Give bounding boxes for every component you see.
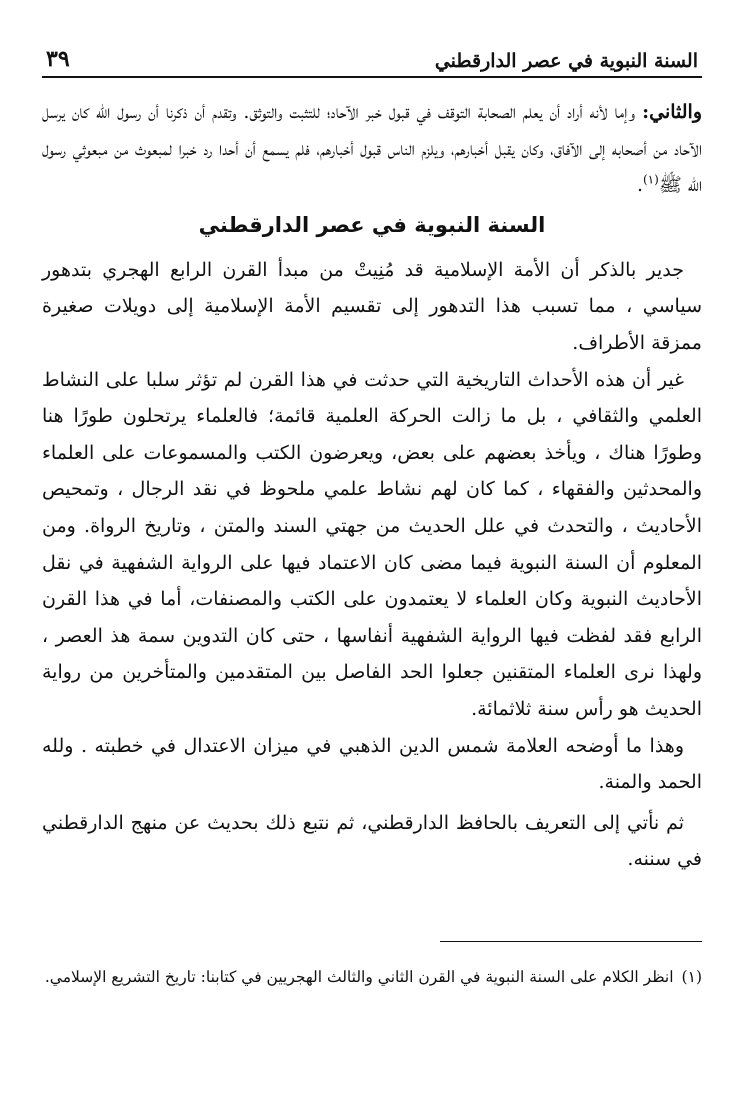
footnote [42,961,702,993]
running-title: السنة النبوية في عصر الدارقطني [434,50,698,72]
paragraph-2: غير أن هذه الأحداث التاريخية التي حدثت في هذا القرن لم تؤثر سلبا على النشاط العلمي والثقافي ، بل ما زالت الحركة العلمية قائمة؛ فالعلماء يرتحلون طورًا هنا وطورًا هناك ، ويأخذ بعضهم على بعض، ويعرضون الكتب والمسموعات على العلماء والمحدثين والفقهاء ، كما كان لهم نشاط علمي ملحوظ في نقد الرجال ، وتمحيص الأحاديث ، والتحدث في علل الحديث من جهتي السند والمتن ، وتاريخ الرواة. ومن المعلوم أن السنة النبوية فيما مضى كان الاعتماد فيها على الرواية الشفهية في نقل الأحاديث النبوية وكان العلماء لا يعتمدون على الكتب والمصنفات، أما في هذا القرن الرابع فقد لفظت فيها الرواية الشفهية أنفاسها ، حتى كان التدوين سمة هذ العصر ، ولهذا نرى العلماء المتقنين جعلوا الحد الفاصل بين المتقدمين والمتأخرين من رواية الحديث هو رأس سنة ثلاثمائة. [42,368,702,720]
paragraph-3: وهذا ما أوضحه العلامة شمس الدين الذهبي في ميزان الاعتدال في خطبته . ولله الحمد والمنة. [42,734,702,794]
intro-end: . [636,174,643,197]
paragraph-1: جدير بالذكر أن الأمة الإسلامية قد مُنِيتْ من مبدأ القرن الرابع الهجري بتدهور سياسي ، مما تسبب هذا التدهور إلى تقسيم الأمة الإسلامية إلى دويلات صغيرة ممزقة الأطراف. [42,258,702,354]
footnote-marker: (١) [681,968,702,986]
intro-text: وإما لأنه أراد أن يعلم الصحابة التوقف في قبول خبر الآحاد؛ للتثبت والتوثق. وتقدم أن ذكرنا أن رسول الله كان يرسل الآحاد من أصحابه إلى الآفاق، وكان يقبل أخبارهم، ويلزم الناس قبول أخبارهم، فلم يسمع أن أحدا رد خبرا لمبعوث من مبعوثي رسول الله ﷺ [42,101,702,197]
body-text [42,94,702,878]
footnote-divider [440,941,702,942]
intro-lead: والثاني: [642,101,702,123]
intro-paragraph [42,94,702,204]
running-header [42,36,702,78]
section-heading: السنة النبوية في عصر الدارقطني [198,212,546,237]
page-number: ٣٩ [46,46,70,72]
paragraph-4: ثم نأتي إلى التعريف بالحافظ الدارقطني، ثم نتبع ذلك بحديث عن منهج الدارقطني في سننه. [42,811,702,871]
book-page [42,36,702,1076]
footnote-reference[interactable]: (١) [642,172,659,187]
footnote-text: انظر الكلام على السنة النبوية في القرن الثاني والثالث الهجريين في كتابنا: تاريخ التشريع الإسلامي. [44,968,674,986]
